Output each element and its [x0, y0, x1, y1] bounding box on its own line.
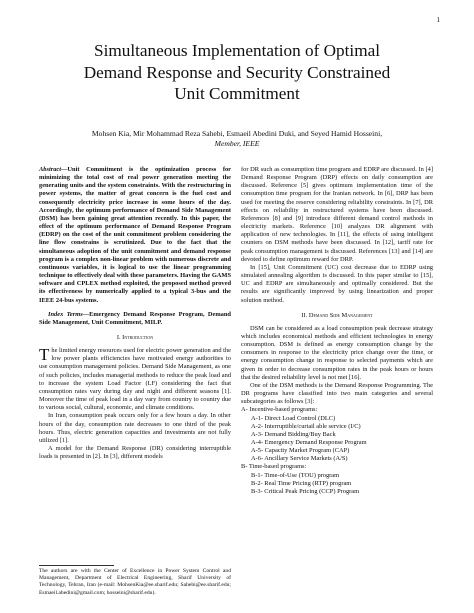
- intro-paragraph-2: In Iran, consumption peak occurs only for a few hours a day. In other hours of the day, consumption rate decreases to one third of the peak hours. Thus, electric generation capacities and investments are not fully utilized [1].: [39, 412, 231, 444]
- right-column: [241, 166, 433, 496]
- title-line: Demand Response and Security Constrained: [83, 62, 391, 82]
- footnote: The authors are with the Center of Excellence in Power System Control and Management, Department of Electrical Engineering, Sharif University of Technology, Tehran, Iran (e-mail: MohsenKia@ee.sharif.edu; Sahebi@ee.sharif.edu; Esmaeil.abedini@gmail.com; hosseini@sharif.edu).: [39, 568, 231, 596]
- related-work-paragraph-1: for DR such as consumption time program and EDRP are discussed. In [4] Demand Response Program (DRP) effects on daily consumption are discussed. Reference [5] gives optimum implementation time of the consumption time program for the Iranian network. In [6], DRP has been used for meeting the reserve considering reliability constraints. In [7], DR effects on reliability in restructured systems have been discussed. References [8] and [9] introduce different demand control methods in electricity markets. Reference [10] analyzes DR alignment with application of new technologies. In [11], the effects of using intelligent counters on DSM methods have been discussed. In [12], tariff rate for peak consumption management is discussed. References [13] and [14] are devoted to define optimum reward for DRP.: [241, 166, 433, 263]
- program-list-item: A-2- Interruptible/curtail able service (I/C): [251, 422, 361, 430]
- program-list-item: B-2- Real Time Pricing (RTP) program: [251, 479, 352, 487]
- program-list-item: A-6- Ancillary Service Markets (A/S): [251, 455, 348, 463]
- program-list-item: A- Incentive-based programs:: [241, 406, 318, 414]
- program-list-item: B-3- Critical Peak Pricing (CCP) Program: [251, 487, 360, 495]
- program-list-item: A-4- Emergency Demand Response Program: [251, 439, 367, 446]
- dsm-paragraph-1: DSM can be considered as a load consumption peak decrease strategy which includes economical methods and efficient technologies in energy consumption. DSM is defined as energy consumption change by the consumers in response to the electricity price change over the time, or energy consumption change in response to selected payments which are given in order to decrease consumption rates in the peak hours or hours that the desired reliability level is not met [16].: [241, 324, 433, 381]
- author-membership: Member, IEEE: [214, 139, 260, 148]
- dsm-paragraph-2: One of the DSM methods is the Demand Response Programming. The DR programs have classified into two main categories and several subcategories as follows [3]:: [241, 381, 433, 406]
- program-list-item: B- Time-based programs:: [241, 463, 307, 471]
- abstract: [39, 166, 231, 305]
- section-heading-dsm: II. Demand Side Management: [301, 311, 373, 319]
- left-column: [39, 166, 231, 461]
- intro-paragraph-3: A model for the Demand Response (DR) considering interruptible loads is presented in [2]. In [3], different models: [39, 445, 231, 461]
- author-names: Mohsen Kia, Mir Mohammad Reza Sahebi, Esmaeil Abedini Duki, and Seyed Hamid Hosseini,: [91, 129, 383, 138]
- program-list-item: A-5- Capacity Market Program (CAP): [251, 447, 350, 455]
- index-terms: [39, 311, 231, 327]
- intro-paragraph-1-text: he limited energy resources used for electric power generation and the low power plants efficiencies have motivated energy authorities to use consumption management policies. Demand Side Management, as one of such policies, includes managerial methods to reduce the peak load and to increase the system Load Factor (LF) considering the fact that consumption rates vary during day and night and different seasons [1]. Moreover the time of peak load in a day vary from country to country due to various social, cultural, economic, and climate conditions.: [39, 347, 231, 412]
- author-block: [0, 129, 474, 149]
- abstract-text: —Unit Commitment is the optimization process for minimizing the total cost of real power generation meeting the generating units and the system constraints. With the restructuring in power systems, the matter of great concern is the fuel cost and consequently electricity price increase in some hours of the day. Accordingly, the optimum performance of Demand Side Management (DSM) has been gaining great attention recently. In this paper, the effect of the optimum performance of Demand Response Program (EDRP) on the cost of the unit commitment problem considering the line flow constrains is scrutinized. Due to the fact that the simultaneous adoption of the unit commitment and demand response program is a complex non-linear problem with numerous discrete and continuous variables, it is logical to use the linear programming technique to effectively deal with these parameters. Having the GAMS software and CPLEX method exploited, the proposed method proved its effectiveness by numerically applied to a typical 3-bus and the IEEE 24-bus systems.: [39, 166, 231, 304]
- program-list: [241, 406, 433, 496]
- program-list-item: B-1- Time-of-Use (TOU) program: [251, 471, 340, 479]
- paper-title: [0, 40, 474, 105]
- index-terms-label: Index Terms: [48, 310, 83, 318]
- abstract-label: Abstract: [39, 166, 62, 173]
- intro-paragraph-1: [39, 347, 231, 412]
- page-number: 1: [436, 16, 440, 24]
- index-terms-text: —Emergency Demand Response Program, Demand Side Management, Unit Commitment, MILP.: [39, 310, 231, 326]
- program-list-item: A-3- Demand Bidding/Buy Back: [251, 430, 336, 438]
- section-heading-introduction: I. Introduction: [116, 333, 154, 341]
- footnote-rule: [39, 565, 114, 566]
- program-list-item: A-1- Direct Load Control (DLC): [251, 414, 336, 422]
- related-work-paragraph-2: In [15], Unit Commitment (UC) cost decrease due to EDRP using simulated annealing algorithm is discussed. In this paper similar to [15], UC and EDRP are simultaneously and optimally considered. But the results are significantly improved by using linearization and proper solution method.: [241, 263, 433, 304]
- drop-cap: T: [39, 345, 50, 365]
- title-line: Simultaneous Implementation of Optimal: [94, 41, 380, 60]
- title-line: Unit Commitment: [174, 84, 300, 103]
